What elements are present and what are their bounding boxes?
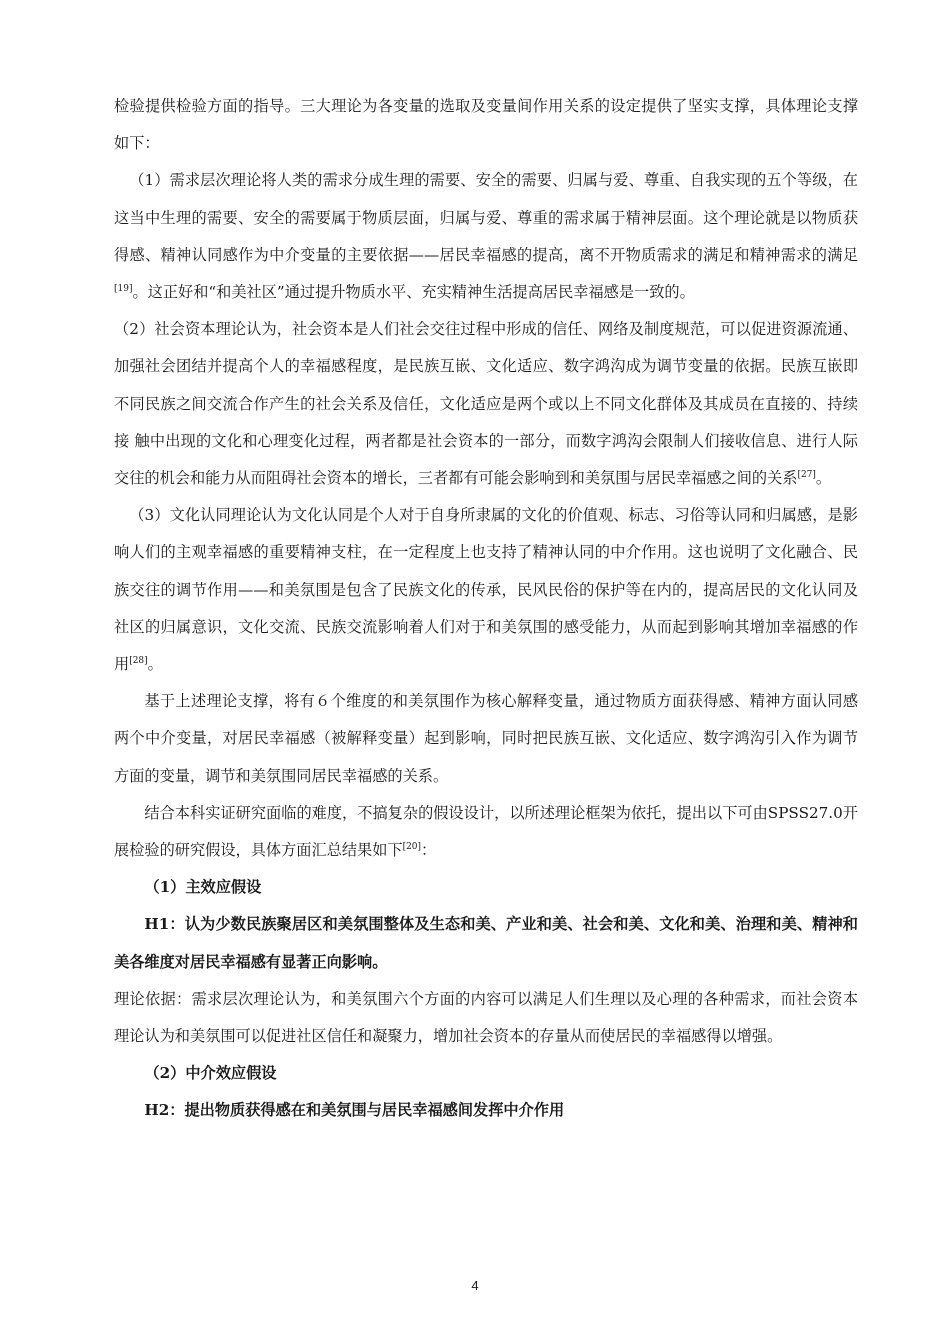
hypothesis-h2 xyxy=(114,1092,858,1129)
heading-main-effect xyxy=(114,869,858,906)
paragraph-text: 结合本科实证研究面临的难度，不搞复杂的假设设计，以所述理论框架为依托，提出以下可由SPSS27.0开展检验的研究假设，具体方面汇总结果如下 xyxy=(114,803,858,860)
paragraph-hypotheses-intro xyxy=(114,795,858,869)
page-number: 4 xyxy=(471,1278,479,1293)
paragraph-cultural-identity xyxy=(114,497,858,683)
paragraph-text: （1）需求层次理论将人类的需求分成生理的需要、安全的需要、归属与爱、尊重、自我实现的五个等级，在这当中生理的需要、安全的需要属于物质层面，归属与爱、尊重的需求属于精神层面。这个理论就是以物质获得感、精神认同感作为中介变量的主要依据——居民幸福感的提高，离不开物质需求的满足和精神需求的满足 xyxy=(114,171,858,264)
hypothesis-h1 xyxy=(114,906,858,980)
paragraph-text-tail: 。 xyxy=(147,655,163,674)
body-text xyxy=(114,88,858,1130)
heading-text: （1）主效应假设 xyxy=(144,878,262,897)
hypothesis-text: H2：提出物质获得感在和美氛围与居民幸福感间发挥中介作用 xyxy=(144,1101,565,1120)
citation: [19] xyxy=(114,284,133,295)
paragraph-need-hierarchy xyxy=(114,162,858,311)
paragraph-text-tail: 。 xyxy=(815,469,832,488)
paragraph-text: （2）社会资本理论认为，社会资本是人们社会交往过程中形成的信任、网络及制度规范，可以促进资源流通、加强社会团结并提高个人的幸福感程度，是民族互嵌、文化适应、数字鸿沟成为调节变量的依据。民族互嵌即不同民族之间交流合作产生的社会关系及信任，文化适应是两个或以上不同文化群体及其成员在直接的、持续接 触中出现的文化和心理变化过程，两者都是社会资本的一部分，而数字鸿沟会限制人们接收信息、进行人际交往的机会和能力从而阻碍社会资本的增长，三者都有可能会影响到和美氛围与居民幸福感之间的关系 xyxy=(114,320,858,488)
paragraph-text-tail: 。这正好和“和美社区”通过提升物质水平、充实精神生活提高居民幸福感是一致的。 xyxy=(132,283,695,302)
citation: [20] xyxy=(402,842,422,853)
paragraph-text: （3）文化认同理论认为文化认同是个人对于自身所隶属的文化的价值观、标志、习俗等认同和归属感，是影响人们的主观幸福感的重要精神支柱，在一定程度上也支持了精神认同的中介作用。这也说明了文化融合、民族交往的调节作用——和美氛围是包含了民族文化的传承，民风民俗的保护等在内的，提高居民的文化认同及社区的归属意识，文化交流、民族交流影响着人们对于和美氛围的感受能力，从而起到影响其增加幸福感的作用 xyxy=(114,506,858,674)
paragraph-text: 理论依据：需求层次理论认为，和美氛围六个方面的内容可以满足人们生理以及心理的各种需求，而社会资本理论认为和美氛围可以促进社区信任和凝聚力，增加社会资本的存量从而使居民的幸福感得以增强。 xyxy=(114,989,858,1046)
paragraph-social-capital xyxy=(114,311,858,497)
paragraph-rationale xyxy=(114,981,858,1055)
citation: [27] xyxy=(797,470,816,481)
heading-mediation-effect xyxy=(114,1055,858,1092)
paragraph-text-tail: ： xyxy=(421,841,437,860)
paragraph-framework xyxy=(114,683,858,795)
paragraph-text: 基于上述理论支撑，将有６个维度的和美氛围作为核心解释变量，通过物质方面获得感、精神方面认同感两个中介变量，对居民幸福感（被解释变量）起到影响，同时把民族互嵌、文化适应、数字鸿沟引入作为调节方面的变量，调节和美氛围同居民幸福感的关系。 xyxy=(114,692,858,785)
citation: [28] xyxy=(129,656,148,667)
hypothesis-text: H1：认为少数民族聚居区和美氛围整体及生态和美、产业和美、社会和美、文化和美、治理和美、精神和美各维度对居民幸福感有显著正向影响。 xyxy=(114,915,858,971)
heading-text: （2）中介效应假设 xyxy=(144,1064,277,1083)
paragraph-continuation xyxy=(114,88,858,162)
paragraph-text: 检验提供检验方面的指导。三大理论为各变量的选取及变量间作用关系的设定提供了坚实支撑，具体理论支撑如下： xyxy=(114,97,858,153)
